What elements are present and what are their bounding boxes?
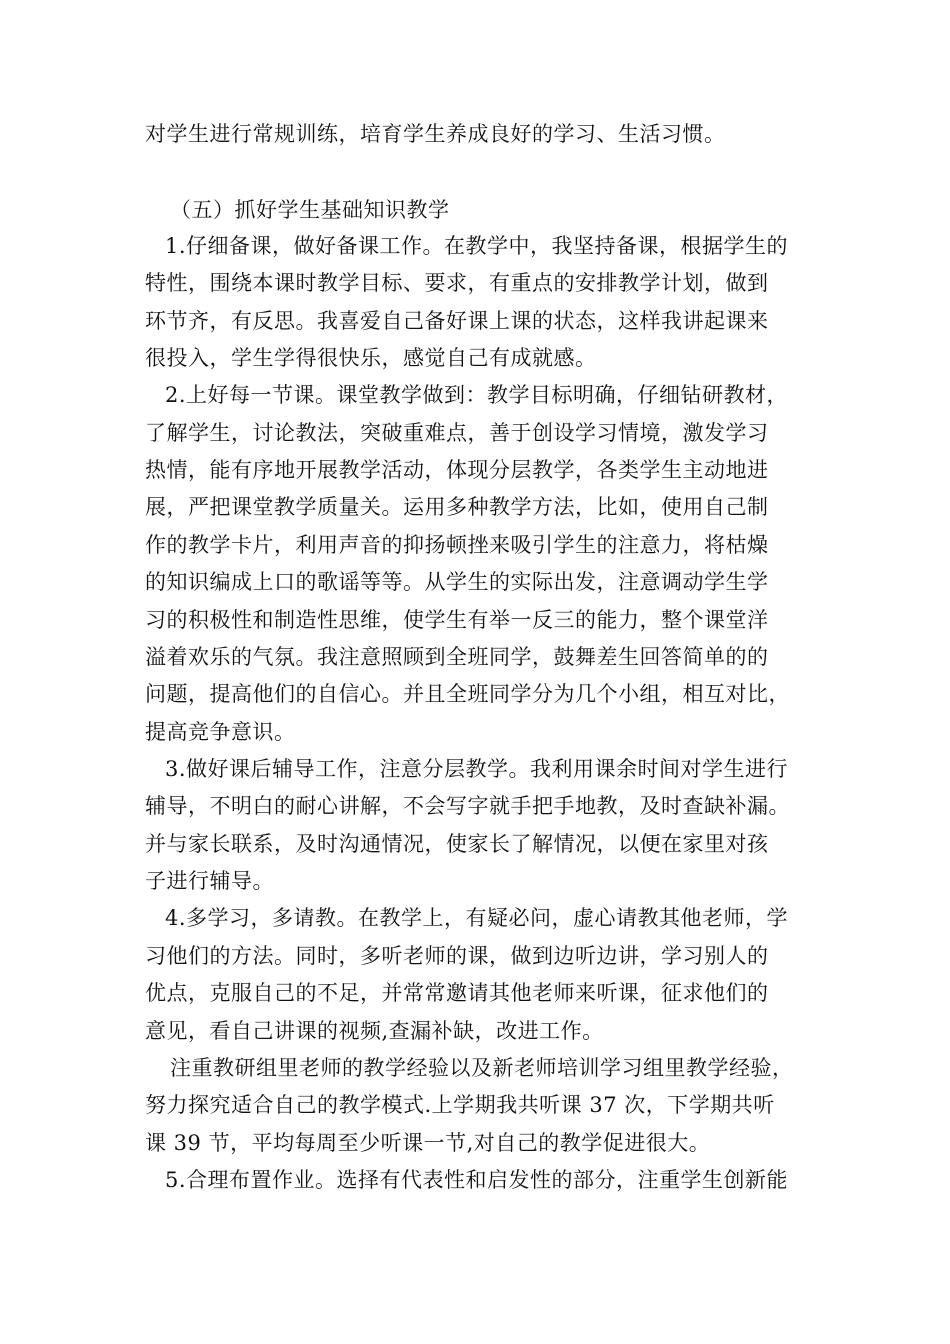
paragraph-line: 习的积极性和制造性思维，使学生有举一反三的能力，整个课堂洋 — [145, 608, 769, 632]
paragraph-line: 优点，克服自己的不足，并常常邀请其他老师来听课，征求他们的 — [145, 981, 769, 1005]
paragraph-line: 热情，能有序地开展教学活动，体现分层教学，各类学生主动地进 — [145, 458, 769, 482]
paragraph-line: 努力探究适合自己的教学模式.上学期我共听课 37 次，下学期共听 — [145, 1093, 775, 1117]
paragraph-line: 很投入，学生学得很快乐，感觉自己有成就感。 — [145, 346, 597, 370]
paragraph-line: 了解学生，讨论教法，突破重难点，善于创设学习情境，激发学习 — [145, 421, 769, 445]
paragraph-line: 4.多学习，多请教。在教学上，有疑必问，虚心请教其他老师，学 — [165, 906, 789, 930]
paragraph-line: 2.上好每一节课。课堂教学做到：教学目标明确，仔细钻研教材， — [165, 383, 789, 407]
paragraph-line: 5.合理布置作业。选择有代表性和启发性的部分，注重学生创新能 — [165, 1168, 789, 1192]
paragraph-line: 溢着欢乐的气氛。我注意照顾到全班同学，鼓舞差生回答简单的的 — [145, 645, 769, 669]
paragraph-line: 1.仔细备课，做好备课工作。在教学中，我坚持备课，根据学生的 — [165, 234, 789, 258]
paragraph-line: 习他们的方法。同时，多听老师的课，做到边听边讲，学习别人的 — [145, 944, 769, 968]
paragraph-line: 提高竞争意识。 — [145, 720, 296, 744]
paragraph-line: 特性，围绕本课时教学目标、要求，有重点的安排教学计划，做到 — [145, 271, 769, 295]
paragraph-line: 辅导，不明白的耐心讲解，不会写字就手把手地教，及时查缺补漏。 — [145, 794, 790, 818]
paragraph-line: 意见，看自己讲课的视频,查漏补缺，改进工作。 — [145, 1019, 604, 1043]
paragraph-line: 展，严把课堂教学质量关。运用多种教学方法，比如，使用自己制 — [145, 495, 769, 519]
paragraph-line: 的知识编成上口的歌谣等等。从学生的实际出发，注意调动学生学 — [145, 570, 769, 594]
paragraph-line: 注重教研组里老师的教学经验以及新老师培训学习组里教学经验， — [170, 1056, 794, 1080]
paragraph-line: 作的教学卡片，利用声音的抑扬顿挫来吸引学生的注意力，将枯燥 — [145, 533, 769, 557]
paragraph-line: 问题，提高他们的自信心。并且全班同学分为几个小组，相互对比， — [145, 682, 790, 706]
paragraph-line: 课 39 节，平均每周至少听课一节,对自己的教学促进很大。 — [145, 1131, 711, 1155]
paragraph-line: 子进行辅导。 — [145, 869, 274, 893]
paragraph-line: 3.做好课后辅导工作，注意分层教学。我利用课余时间对学生进行 — [165, 757, 789, 781]
section-heading: （五）抓好学生基础知识教学 — [170, 198, 450, 222]
paragraph-line: 环节齐，有反思。我喜爱自己备好课上课的状态，这样我讲起课来 — [145, 309, 769, 333]
paragraph-line: 对学生进行常规训练，培育学生养成良好的学习、生活习惯。 — [145, 122, 726, 146]
paragraph-line: 并与家长联系，及时沟通情况，使家长了解情况，以便在家里对孩 — [145, 832, 769, 856]
